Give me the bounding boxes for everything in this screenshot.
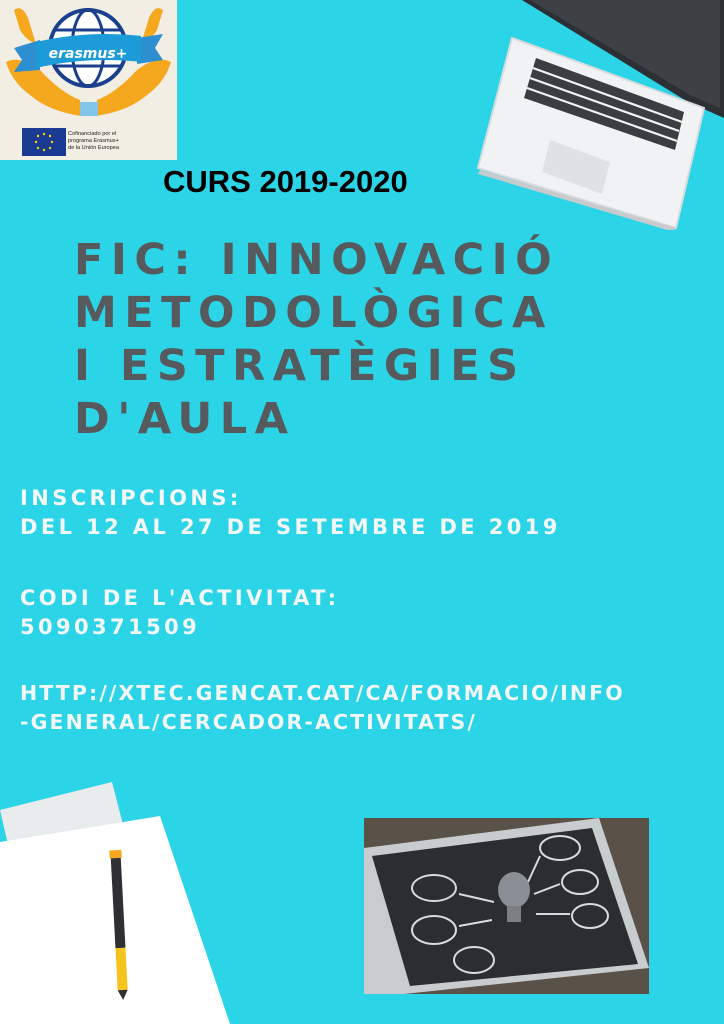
course-title — [74, 234, 634, 446]
website-link-line[interactable]: HTTP://XTEC.GENCAT.CAT/CA/FORMACIO/INFO — [20, 681, 625, 705]
eu-caption-line: Cofinanciado por el — [68, 131, 117, 137]
eu-caption-line: programa Erasmus+ — [68, 137, 119, 144]
course-title-line: METODOLÒGICA — [74, 288, 553, 338]
eu-flag-icon — [22, 128, 66, 156]
registration-info — [20, 484, 561, 542]
chalkboard-lightbulb-icon — [364, 818, 649, 994]
website-link[interactable] — [20, 679, 625, 737]
registration-label: INSCRIPCIONS: — [20, 486, 242, 510]
activity-code-info — [20, 584, 339, 642]
course-title-line: D'AULA — [74, 394, 296, 444]
course-year: CURS 2019-2020 — [163, 164, 408, 199]
activity-code-label: CODI DE L'ACTIVITAT: — [20, 586, 340, 610]
laptop-icon — [470, 0, 724, 230]
erasmus-brand-text: erasmus+ — [48, 46, 128, 62]
paper-pen-icon — [0, 780, 230, 1024]
eu-caption-line: de la Unión Europea — [68, 144, 120, 151]
activity-code-value: 5090371509 — [20, 615, 201, 639]
course-title-line: FIC: INNOVACIÓ — [74, 235, 560, 285]
website-link-line[interactable]: -GENERAL/CERCADOR-ACTIVITATS/ — [20, 710, 477, 734]
eu-cofunding-caption — [68, 131, 172, 151]
course-title-line: I ESTRATÈGIES — [74, 341, 526, 391]
registration-dates: DEL 12 AL 27 DE SETEMBRE DE 2019 — [20, 515, 561, 539]
